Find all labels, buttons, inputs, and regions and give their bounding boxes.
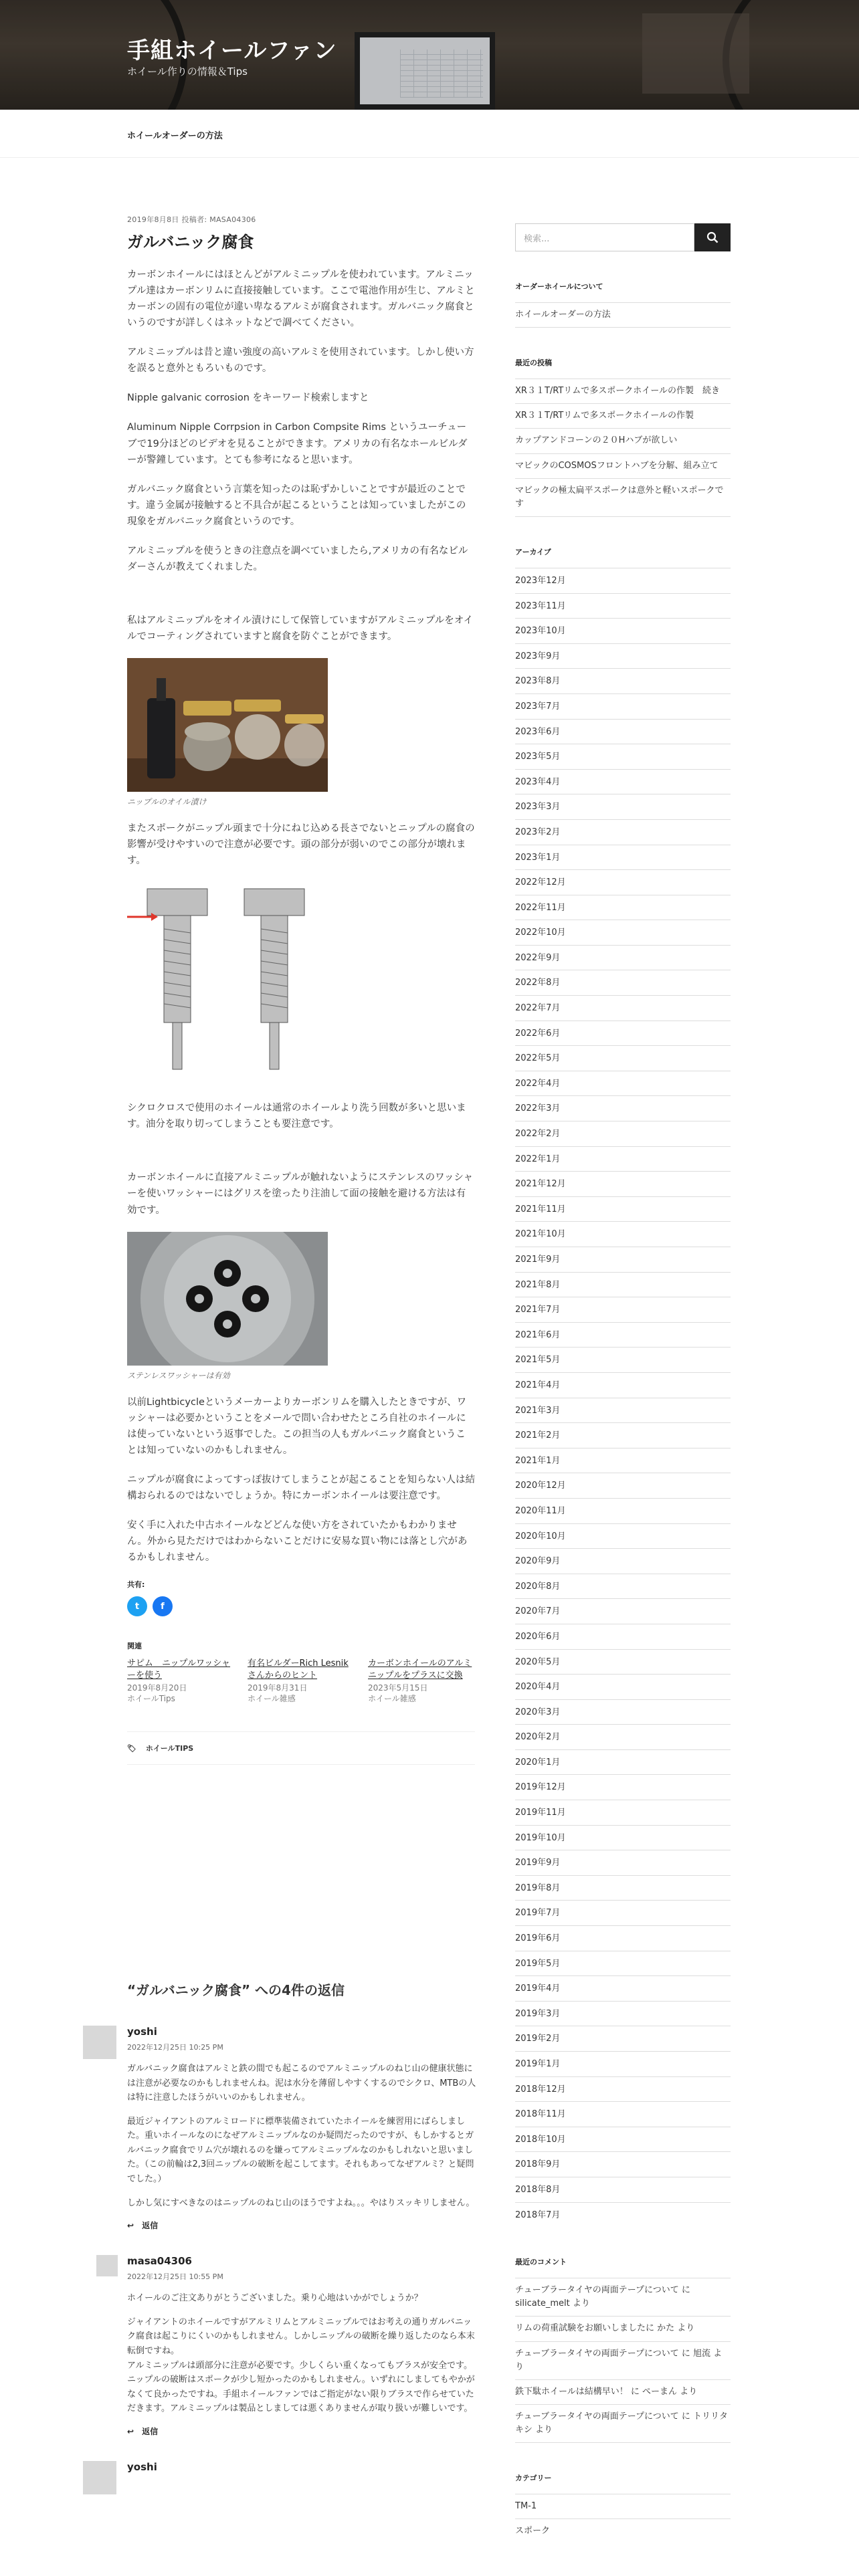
archive-link[interactable]: 2023年4月	[515, 769, 731, 794]
related-post	[127, 1658, 234, 1705]
archive-link[interactable]: 2019年9月	[515, 1850, 731, 1875]
post-paragraph: アルミニップルを使うときの注意点を調べていましたら,アメリカの有名なビルダーさんが教えてくれました。	[127, 545, 468, 572]
post-paragraph: シクロクロスで使用のホイールは通常のホイールより洗う回数が多いと思います。油分を取り切ってしまうことも要注意です。	[127, 1103, 466, 1130]
post-paragraph: Aluminum Nipple Corrpsion in Carbon Compsite Rims というユーチューブで19分ほどのビデオを見ることができます。アメリカの有名なホールビルダーが警鐘しています。とても参考になると思います。	[127, 422, 468, 465]
related-post-link[interactable]: サピム ニップルワッシャーを使う	[127, 1658, 231, 1681]
archive-link[interactable]: 2022年11月	[515, 895, 731, 920]
reply-icon: ↩	[127, 2426, 134, 2436]
comment-author: yoshi	[127, 2460, 157, 2473]
post-paragraph: ニップルが腐食によってすっぽ抜けてしまうことが起こることを知らない人は結構おられるのではないでしょうか。特にカーボンホイールは要注意です。	[127, 1474, 475, 1501]
reply-icon: ↩	[127, 2221, 134, 2231]
search-input[interactable]: 検索...	[515, 223, 694, 251]
tag-link[interactable]: ホイールTIPS	[145, 1744, 194, 1753]
search-icon	[706, 231, 719, 243]
search-button[interactable]	[694, 223, 731, 251]
archive-link[interactable]: 2018年7月	[515, 2202, 731, 2228]
site-description: ホイール作りの情報＆Tips	[127, 66, 248, 78]
archive-link[interactable]: 2021年5月	[515, 1347, 731, 1372]
archive-link[interactable]: 2022年2月	[515, 1121, 731, 1146]
post-paragraph: 安く手に入れた中古ホイールなどどんな使い方をされていたかもわかりません。外から見ただけではわからないことだけに安易な買い物には落とし穴があるかもしれません。	[127, 1519, 468, 1564]
archive-link[interactable]: 2019年7月	[515, 1900, 731, 1925]
archive-link[interactable]: 2020年1月	[515, 1749, 731, 1775]
archive-link[interactable]: 2020年4月	[515, 1674, 731, 1699]
related-post-category: ホイール雑感	[248, 1694, 296, 1704]
archive-link[interactable]: 2022年3月	[515, 1095, 731, 1121]
archive-link[interactable]: 2021年10月	[515, 1221, 731, 1247]
archive-link[interactable]: 2023年11月	[515, 593, 731, 619]
search-form	[515, 223, 731, 251]
twitter-icon[interactable]: t	[127, 1596, 147, 1616]
share-label: 共有:	[127, 1580, 145, 1590]
avatar	[83, 2461, 116, 2494]
archive-link[interactable]: 2020年2月	[515, 1724, 731, 1749]
post-article	[127, 214, 475, 1765]
post-paragraph: カーボンホイールに直接アルミニップルが触れないようにステンレスのワッシャーを使いワッシャーにはグリスを塗ったり注油して面の接触を避ける方法は有効です。	[127, 1172, 474, 1216]
archive-link[interactable]: 2018年9月	[515, 2151, 731, 2177]
archive-link[interactable]: 2018年10月	[515, 2127, 731, 2152]
washer-photo[interactable]	[127, 1232, 328, 1366]
post-paragraph: 私はアルミニップルをオイル漬けにして保管していますがアルミニップルをオイルでコーティングされていますと腐食を防ぐことができます。	[127, 615, 474, 642]
archive-link[interactable]: 2023年2月	[515, 819, 731, 845]
reply-button[interactable]: ↩ 返信	[127, 2426, 159, 2436]
archive-link[interactable]: 2023年3月	[515, 794, 731, 819]
related-post-category: ホイール雑感	[368, 1694, 416, 1704]
archive-link[interactable]: 2023年9月	[515, 643, 731, 669]
category-link[interactable]: スポーク	[515, 2518, 731, 2543]
comment	[83, 2461, 478, 2473]
recent-comment[interactable]: チューブラータイヤの両面テープについて に トリリタキシ より	[515, 2404, 731, 2443]
archive-link[interactable]: 2022年9月	[515, 945, 731, 970]
recent-post-link[interactable]: XR３１T/RTリムで多スポークホイールの作製	[515, 403, 731, 428]
post-meta: 2019年8月8日 投稿者: MASA04306	[127, 215, 256, 224]
comment-text: しかし気にすべきなのはニップルのねじ山のほうですよね。。。やはりスッキリしません。	[127, 2197, 475, 2208]
archive-link[interactable]: 2023年1月	[515, 845, 731, 870]
archive-link[interactable]: 2019年12月	[515, 1774, 731, 1800]
archive-link[interactable]: 2019年2月	[515, 2026, 731, 2051]
post-paragraph: 以前Lightbicycleというメーカーよりカーボンリムを購入したときですが、ワッシャーは必要かということをメールで問い合わせたところ自社のホイールには使っていないという返事でした。この担当の人もガルバニック腐食ということは知っていないのかもしれません。	[127, 1396, 467, 1456]
archive-link[interactable]: 2022年1月	[515, 1146, 731, 1172]
category-link[interactable]: TM-1	[515, 2494, 731, 2518]
archive-link[interactable]: 2020年10月	[515, 1523, 731, 1549]
related-post	[248, 1658, 355, 1705]
archive-link[interactable]: 2023年12月	[515, 568, 731, 593]
related-post-date: 2023年5月15日	[368, 1683, 428, 1693]
post-paragraph: ガルバニック腐食という言葉を知ったのは恥ずかしいことですが最近のことです。違う金属が接触すると不具合が起こるということは知っていましたがこの現象をガルバニック腐食というのです。	[127, 484, 466, 527]
related-post-link[interactable]: カーボンホイールのアルミニップルをプラスに交換	[368, 1658, 472, 1681]
recent-post-link[interactable]: カップアンドコーンの２０Hハブが欲しい	[515, 428, 731, 453]
archive-link[interactable]: 2021年4月	[515, 1372, 731, 1398]
archive-link[interactable]: 2019年6月	[515, 1925, 731, 1951]
archive-link[interactable]: 2019年1月	[515, 2051, 731, 2076]
archive-link[interactable]: 2019年5月	[515, 1951, 731, 1976]
archive-link[interactable]: 2019年8月	[515, 1875, 731, 1901]
post-tags	[127, 1731, 475, 1765]
widget-title: 最近のコメント	[515, 2258, 567, 2267]
archive-link[interactable]: 2022年10月	[515, 920, 731, 945]
archive-list	[515, 568, 731, 2227]
comment-text: ガルバニック腐食はアルミと鉄の間でも起こるのでアルミニップルのねじ山の健康状態には注意が必要なのかもしれませんね。泥は水分を薄留しやすくするのでシクロ、MTBの人は特に注意したほうがいいのかもしれません。	[127, 2064, 476, 2103]
recent-comment[interactable]: チューブラータイヤの両面テープについて に 旭流 より	[515, 2341, 731, 2379]
widget-title: オーダーホイールについて	[515, 282, 603, 291]
archive-link[interactable]: 2021年8月	[515, 1272, 731, 1297]
related-post-date: 2019年8月31日	[248, 1683, 308, 1693]
facebook-icon[interactable]: f	[153, 1596, 173, 1616]
archive-link[interactable]: 2021年9月	[515, 1247, 731, 1272]
archive-link[interactable]: 2019年4月	[515, 1975, 731, 2001]
archive-link[interactable]: 2022年7月	[515, 995, 731, 1021]
related-post-date: 2019年8月20日	[127, 1683, 187, 1693]
archive-link[interactable]: 2019年11月	[515, 1800, 731, 1825]
image-caption: ステンレスワッシャーは有効	[127, 1370, 230, 1380]
widget-title: カテゴリー	[515, 2474, 552, 2483]
nipple-diagram[interactable]	[127, 882, 328, 1076]
archive-link[interactable]: 2020年7月	[515, 1598, 731, 1624]
recent-comment[interactable]: 鉄下駄ホイールは結構早い！ に ぺーまん より	[515, 2379, 731, 2404]
archive-link[interactable]: 2020年6月	[515, 1624, 731, 1649]
recent-comment[interactable]: リムの荷重試験をお願いしましたに かた より	[515, 2316, 731, 2341]
archive-link[interactable]: 2020年11月	[515, 1498, 731, 1523]
avatar	[96, 2255, 118, 2276]
post-paragraph: カーボンホイールにはほとんどがアルミニップルを使われています。アルミニップル達はカーボンリムに直接接触しています。ここで電池作用が生じ、アルミとカーボンの固有の電位が違い卑なるアルミが腐食されます。ガルバニック腐食というのですが詳しくはネットなどで調べてください。	[127, 270, 475, 329]
archive-link[interactable]: 2021年11月	[515, 1196, 731, 1222]
archive-link[interactable]: 2021年12月	[515, 1171, 731, 1196]
recent-post-link[interactable]: XR３１T/RTリムで多スポークホイールの作製 続き	[515, 379, 731, 403]
related-label: 関連	[127, 1642, 142, 1651]
recent-post-link[interactable]: マビックの極太扁平スポークは意外と軽いスポークです	[515, 478, 731, 517]
archive-link[interactable]: 2021年7月	[515, 1297, 731, 1322]
share-buttons	[127, 1596, 475, 1616]
comment-date[interactable]: 2022年12月25日 10:55 PM	[127, 2272, 223, 2282]
archive-link[interactable]: 2018年11月	[515, 2101, 731, 2127]
archive-link[interactable]: 2023年5月	[515, 744, 731, 769]
archive-link[interactable]: 2020年5月	[515, 1649, 731, 1675]
comment	[83, 2255, 478, 2437]
related-post-link[interactable]: 有名ビルダーRich Lesnikさんからのヒント	[248, 1658, 349, 1681]
comments-section	[83, 1979, 478, 2497]
archive-link[interactable]: 2023年10月	[515, 618, 731, 643]
archive-link[interactable]: 2021年2月	[515, 1422, 731, 1448]
archive-link[interactable]: 2020年3月	[515, 1699, 731, 1725]
archive-link[interactable]: 2019年3月	[515, 2001, 731, 2026]
site-title[interactable]: 手組ホイールファン	[127, 37, 337, 64]
archive-link[interactable]: 2022年4月	[515, 1071, 731, 1096]
recent-comment[interactable]: チューブラータイヤの両面テープについて に silicate_melt より	[515, 2278, 731, 2316]
archive-link[interactable]: 2020年12月	[515, 1473, 731, 1498]
site-header	[0, 0, 859, 110]
archive-link[interactable]: 2021年3月	[515, 1398, 731, 1423]
comments-title: “ガルバニック腐食” への4件の返信	[127, 1982, 345, 1998]
archive-link[interactable]: 2018年12月	[515, 2076, 731, 2102]
image-caption: ニップルのオイル漬け	[127, 797, 207, 807]
nipple-oil-photo[interactable]	[127, 658, 328, 792]
comment-text: 最近ジャイアントのアルミロードに標準装備されていたホイールを練習用にばらしました。重いホイールなのになぜアルミニップルなのか疑問だったのですが、もしかするとガルバニック腐食でリム穴が壊れるのを嫌ってアルミニップルなのかもしれないと思いました。（この前輪は2,3回ニップルの破断を起こしてます。それもあってなぜアルミ？と疑問でした。）	[127, 2116, 474, 2185]
sidebar	[515, 223, 731, 2544]
archive-link[interactable]: 2022年6月	[515, 1021, 731, 1046]
related-post-category: ホイールTips	[127, 1694, 175, 1704]
archive-link[interactable]: 2018年8月	[515, 2177, 731, 2202]
widget-title: 最近の投稿	[515, 358, 552, 368]
related-post	[368, 1658, 475, 1705]
comment	[83, 2026, 478, 2231]
archive-link[interactable]: 2020年8月	[515, 1574, 731, 1599]
reply-button[interactable]: ↩ 返信	[127, 2221, 159, 2231]
comment-author: masa04306	[127, 2255, 192, 2268]
nav-item-order[interactable]: ホイールオーダーの方法	[127, 131, 223, 141]
comment-author: yoshi	[127, 2026, 157, 2038]
main-navigation	[0, 110, 859, 158]
comment-text: ホイールのご注文ありがとうございました。乗り心地はいかがでしょうか？	[127, 2293, 423, 2304]
comment-date[interactable]: 2022年12月25日 10:25 PM	[127, 2043, 223, 2052]
archive-link[interactable]: 2021年6月	[515, 1322, 731, 1348]
archive-link[interactable]: 2022年5月	[515, 1045, 731, 1071]
archive-link[interactable]: 2023年8月	[515, 668, 731, 693]
widget-link[interactable]: ホイールオーダーの方法	[515, 302, 731, 328]
archive-link[interactable]: 2022年8月	[515, 970, 731, 995]
comment-text: ジャイアントのホイールですがアルミリムとアルミニップルではお考えの通りガルバニック腐食は起こりにくいのかもしれません。しかしニップルの破断を繰り返したのなら本末転倒ですね。 アルミニップルは頭部分に注意が必要です。少しくらい重くなってもブラスが安全です。ニップルの破断はスポークが少し短かったのかもしれません。いずれにしましてもやかがなくて良かったですね。手組ホイールファンではご指定がない限りブラスで作らせていただきます。アルミニップルは製品としましては悪くありませんが取り扱いが難しいです。	[127, 2317, 475, 2414]
post-title: ガルバニック腐食	[127, 233, 254, 251]
avatar	[83, 2026, 116, 2059]
post-paragraph: またスポークがニップル頭まで十分にねじ込める長さでないとニップルの腐食の影響が受けやすいので注意が必要です。頭の部分が弱いのでこの部分が壊れます。	[127, 823, 475, 867]
archive-link[interactable]: 2023年7月	[515, 693, 731, 719]
archive-link[interactable]: 2020年9月	[515, 1548, 731, 1574]
archive-link[interactable]: 2023年6月	[515, 719, 731, 744]
recent-post-link[interactable]: マビックのCOSMOSフロントハブを分解、組み立て	[515, 453, 731, 478]
tag-icon: 🏷	[127, 1744, 136, 1753]
related-posts	[127, 1658, 475, 1705]
archive-link[interactable]: 2019年10月	[515, 1825, 731, 1850]
post-paragraph: アルミニップルは昔と違い強度の高いアルミを使用されています。しかし使い方を誤ると意外ともろいものです。	[127, 347, 474, 374]
widget-title: アーカイブ	[515, 547, 551, 556]
post-paragraph: Nipple galvanic corrosion をキーワード検索しますと	[127, 393, 369, 404]
archive-link[interactable]: 2022年12月	[515, 869, 731, 895]
archive-link[interactable]: 2021年1月	[515, 1448, 731, 1473]
